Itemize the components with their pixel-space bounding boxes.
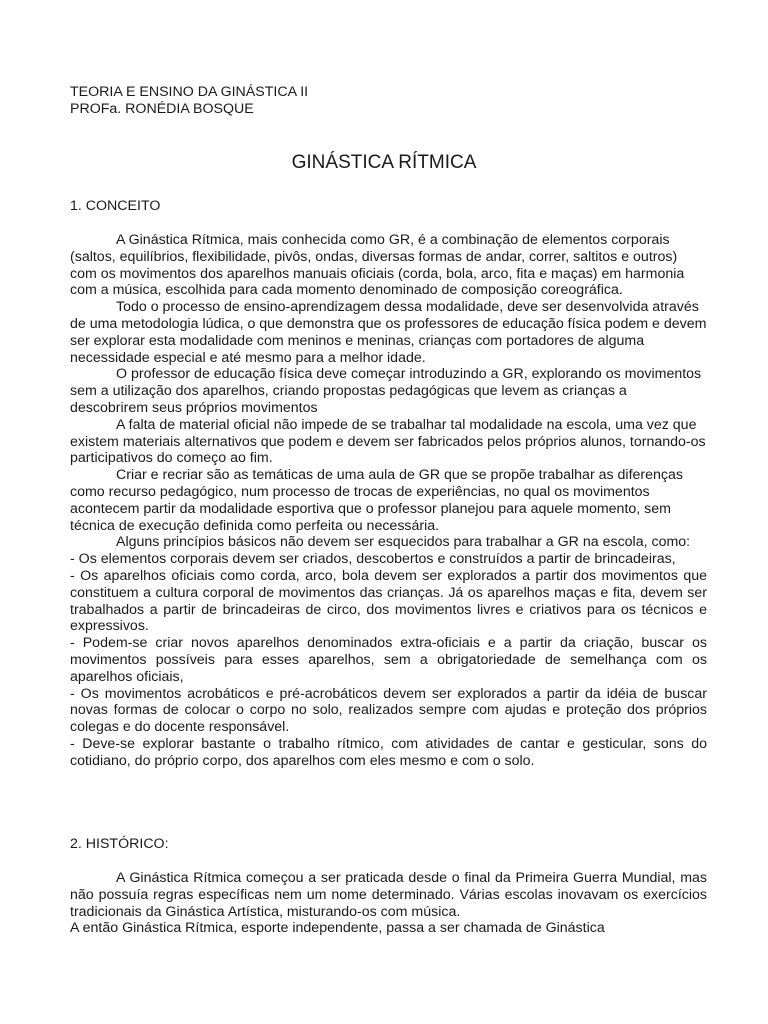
list-item: - Os aparelhos oficiais como corda, arco, bola devem ser explorados a partir dos movimentos que constituem a cultura corporal de movimentos das crianças. Já os aparelhos maças e fita, devem ser trabalhados a partir de brincadeiras de circo, dos movimentos livres e criativos para os técnicos e expressivos. xyxy=(70,567,707,635)
section-body-conceito xyxy=(70,232,707,770)
section-heading-conceito: 1. CONCEITO xyxy=(70,198,161,214)
section-body-historico xyxy=(70,870,707,937)
course-name: TEORIA E ENSINO DA GINÁSTICA II xyxy=(70,84,309,100)
list-item: - Os elementos corporais devem ser criados, descobertos e construídos a partir de brincadeiras, xyxy=(70,551,676,568)
paragraph: A então Ginástica Rítmica, esporte independente, passa a ser chamada de Ginástica xyxy=(70,920,605,937)
paragraph: Todo o processo de ensino-aprendizagem dessa modalidade, deve ser desenvolvida através de uma metodologia lúdica, o que demonstra que os professores de educação física podem e devem ser explorar esta modalidade com meninos e meninas, crianças com portadores de alguma necessidade especial e até mesmo para a melhor idade. xyxy=(70,299,707,366)
paragraph: Alguns princípios básicos não devem ser esquecidos para trabalhar a GR na escola, como: xyxy=(116,534,691,551)
paragraph: A Ginástica Rítmica, mais conhecida como GR, é a combinação de elementos corporais (saltos, equilíbrios, flexibilidade, pivôs, ondas, diversas formas de andar, correr, saltitos e outros) com os movimentos dos aparelhos manuais oficiais (corda, bola, arco, fita e maças) em harmonia com a música, escolhida para cada momento denominado de composição coreográfica. xyxy=(70,232,685,299)
section-heading-historico: 2. HISTÓRICO: xyxy=(70,836,169,852)
page-title: GINÁSTICA RÍTMICA xyxy=(291,152,477,173)
document-header xyxy=(70,84,308,118)
paragraph: O professor de educação física deve começar introduzindo a GR, explorando os movimentos sem a utilização dos aparelhos, criando propostas pedagógicas que levem as crianças a descobrirem seus próprios movimentos xyxy=(70,366,702,416)
list-item: - Podem-se criar novos aparelhos denominados extra-oficiais e a partir da criação, buscar os movimentos possíveis para esses aparelhos, sem a obrigatoriedade de semelhança com os aparelhos oficiais, xyxy=(70,635,707,685)
paragraph: A Ginástica Rítmica começou a ser praticada desde o final da Primeira Guerra Mundial, mas não possuía regras específicas nem um nome determinado. Várias escolas inovavam os exercícios tradicionais da Ginástica Artística, misturando-os com música. xyxy=(70,870,707,920)
list-item: - Os movimentos acrobáticos e pré-acrobáticos devem ser explorados a partir da idéia de buscar novas formas de colocar o corpo no solo, realizados sempre com ajudas e proteção dos próprios colegas e do docente responsável. xyxy=(70,685,707,736)
paragraph: Criar e recriar são as temáticas de uma aula de GR que se propõe trabalhar as diferenças como recurso pedagógico, num processo de trocas de experiências, no qual os movimentos acontecem partir da modalidade esportiva que o professor planejou para aquele momento, sem técnica de execução definida como perfeita ou necessária. xyxy=(70,467,684,534)
professor-name: PROFa. RONÉDIA BOSQUE xyxy=(70,101,254,117)
paragraph: A falta de material oficial não impede de se trabalhar tal modalidade na escola, uma vez que existem materiais alternativos que podem e devem ser fabricados pelos próprios alunos, tornando-os participativos do começo ao fim. xyxy=(70,416,706,467)
list-item: - Deve-se explorar bastante o trabalho rítmico, com atividades de cantar e gesticular, sons do cotidiano, do próprio corpo, dos aparelhos com eles mesmo e com o solo. xyxy=(70,735,707,769)
